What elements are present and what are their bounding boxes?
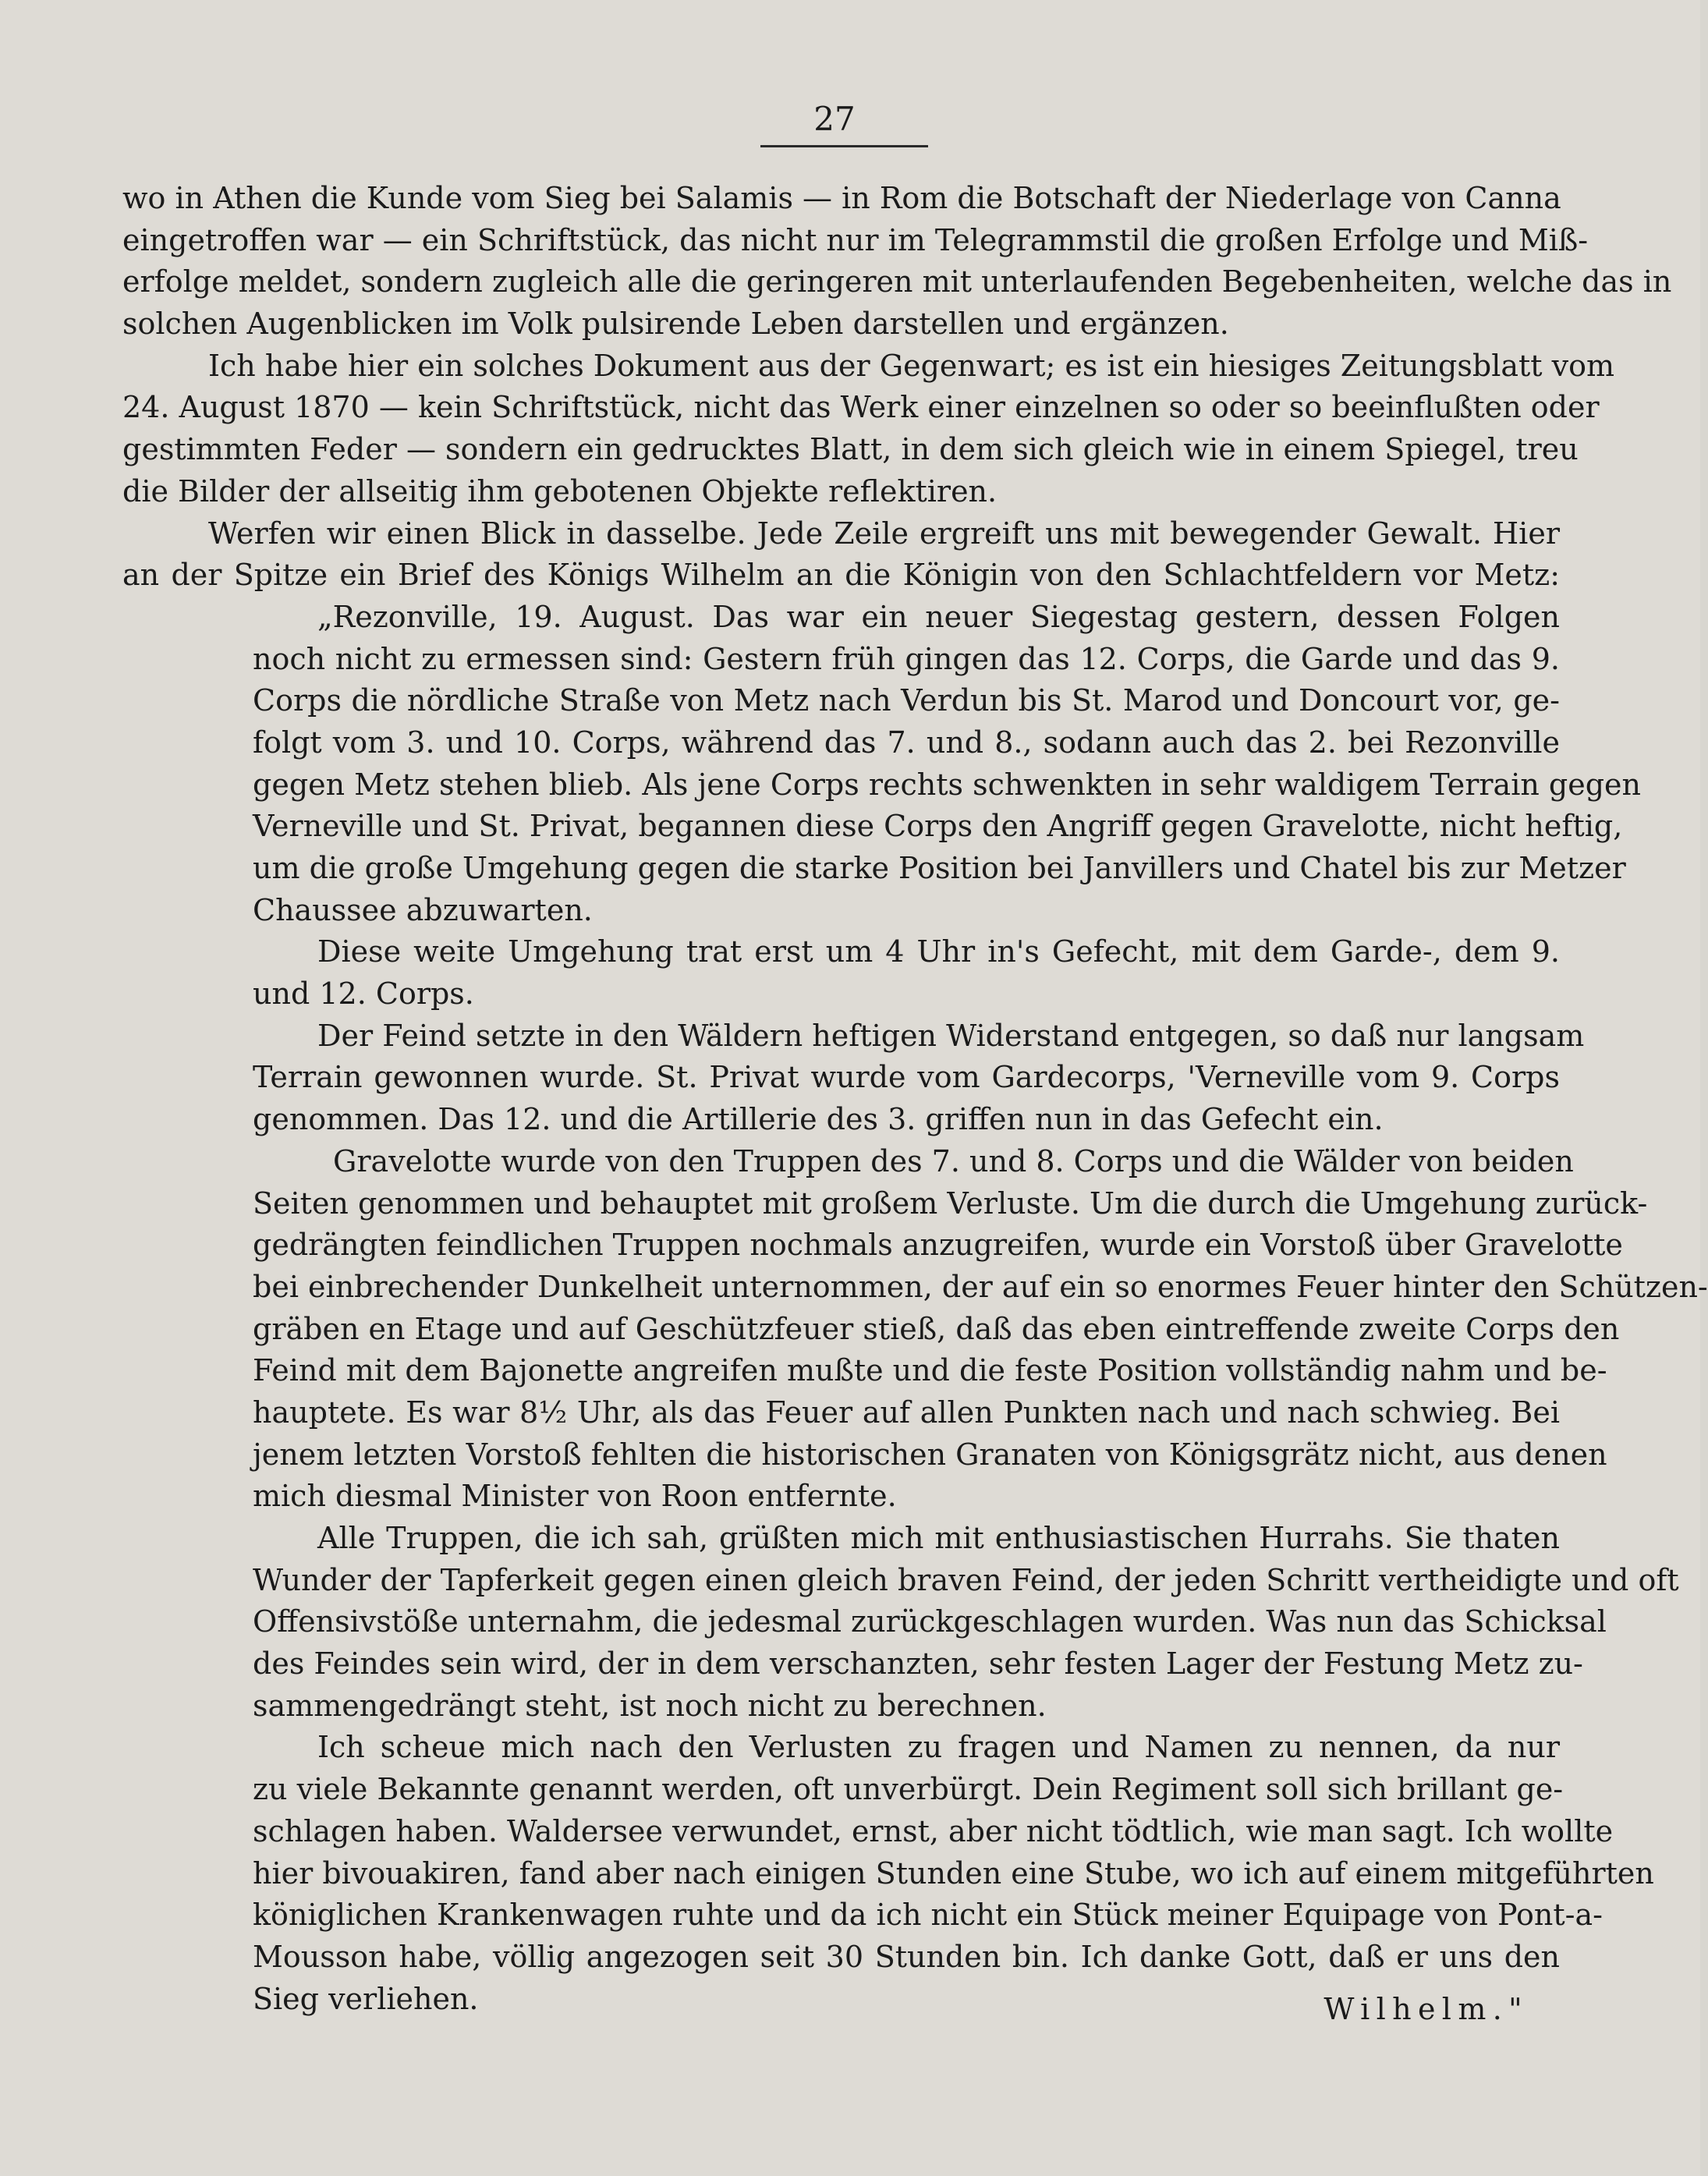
text-line: schlagen haben. Waldersee verwundet, ernst, aber nicht tödtlich, wie man sagt. Ich wollte [253,1813,1614,1848]
text-line: Mousson habe, völlig angezogen seit 30 Stunden bin. Ich danke Gott, daß er uns den [253,1939,1560,1974]
text-line: Chaussee abzuwarten. [253,892,593,927]
text-line: Verneville und St. Privat, begannen diese Corps den Angriff gegen Gravelotte, nicht heftig, [253,809,1623,844]
text-line: bei einbrechender Dunkelheit unternommen, der auf ein so enormes Feuer hinter den Schützen- [253,1269,1708,1304]
text-line: jenem letzten Vorstoß fehlten die historischen Granaten von Königsgrätz nicht, aus denen [253,1437,1607,1472]
text-line: Ich habe hier ein solches Dokument aus der Gegenwart; es ist ein hiesiges Zeitungsblatt vom [208,348,1615,383]
signature-line [122,1989,1560,2031]
text-line: „Rezonville, 19. August. Das war ein neuer Siegestag gestern, dessen Folgen [317,599,1560,634]
text-line: zu viele Bekannte genannt werden, oft unverbürgt. Dein Regiment soll sich brillant ge- [253,1772,1564,1807]
text-line: mich diesmal Minister von Roon entfernte. [253,1479,897,1514]
text-line: erfolge meldet, sondern zugleich alle die geringeren mit unterlaufenden Begebenheiten, welche das in [122,264,1672,299]
text-line: Sieg verliehen. [253,1981,479,2016]
text-line: Diese weite Umgehung trat erst um 4 Uhr in's Gefecht, mit dem Garde-, dem 9. [317,934,1560,969]
text-line: Wunder der Tapferkeit gegen einen gleich braven Feind, der jeden Schritt vertheidigte und oft [253,1562,1679,1597]
header-rule [760,145,928,147]
text-line: folgt vom 3. und 10. Corps, während das 7. und 8., sodann auch das 2. bei Rezonville [253,725,1560,760]
text-line: gestimmten Feder — sondern ein gedrucktes Blatt, in dem sich gleich wie in einem Spiegel, treu [122,432,1579,467]
text-line: genommen. Das 12. und die Artillerie des 3. griffen nun in das Gefecht ein. [253,1102,1384,1137]
text-line: noch nicht zu ermessen sind: Gestern früh gingen das 12. Corps, die Garde und das 9. [253,641,1560,676]
text-line: gräben en Etage und auf Geschützfeuer stieß, daß das eben eintreffende zweite Corps den [253,1311,1620,1346]
text-line: königlichen Krankenwagen ruhte und da ich nicht ein Stück meiner Equipage von Pont-a- [253,1898,1603,1933]
body-text [122,178,1708,2026]
text-line: sammengedrängt steht, ist noch nicht zu berechnen. [253,1688,1047,1723]
text-line: gedrängten feindlichen Truppen nochmals anzugreifen, wurde ein Vorstoß über Gravelotte [253,1228,1623,1263]
text-line: solchen Augenblicken im Volk pulsirende Leben darstellen und ergänzen. [122,307,1229,342]
text-line: eingetroffen war — ein Schriftstück, das nicht nur im Telegrammstil die großen Erfolge und Miß- [122,222,1589,257]
text-line: Feind mit dem Bajonette angreifen mußte und die feste Position vollständig nahm und be- [253,1353,1607,1388]
text-line: Gravelotte wurde von den Truppen des 7. und 8. Corps und die Wälder von beiden [333,1143,1574,1178]
text-line: Offensivstöße unternahm, die jedesmal zurückgeschlagen wurden. Was nun das Schicksal [253,1604,1607,1639]
text-line: gegen Metz stehen blieb. Als jene Corps rechts schwenkten in sehr waldigem Terrain gegen [253,767,1642,802]
text-line: 24. August 1870 — kein Schriftstück, nicht das Werk einer einzelnen so oder so beeinflußten oder [122,390,1600,425]
text-line: Der Feind setzte in den Wäldern heftigen Widerstand entgegen, so daß nur langsam [317,1018,1585,1053]
text-line: Corps die nördliche Straße von Metz nach Verdun bis St. Marod und Doncourt vor, ge- [253,683,1560,718]
text-line: die Bilder der allseitig ihm gebotenen Objekte reflektiren. [122,473,998,509]
text-line: Terrain gewonnen wurde. St. Privat wurde vom Gardecorps, 'Verneville vom 9. Corps [253,1060,1560,1095]
text-line: hauptete. Es war 8½ Uhr, als das Feuer auf allen Punkten nach und nach schwieg. Bei [253,1395,1560,1430]
text-line: und 12. Corps. [253,976,474,1012]
text-line: hier bivouakiren, fand aber nach einigen Stunden eine Stube, wo ich auf einem mitgeführten [253,1855,1654,1891]
page-number: 27 [813,100,856,138]
text-line: Seiten genommen und behauptet mit großem Verluste. Um die durch die Umgehung zurück- [253,1185,1648,1221]
text-line: Alle Truppen, die ich sah, grüßten mich mit enthusiastischen Hurrahs. Sie thaten [317,1521,1560,1555]
text-line: des Feindes sein wird, der in dem verschanzten, sehr festen Lager der Festung Metz zu- [253,1646,1583,1682]
text-line: um die große Umgehung gegen die starke Position bei Janvillers und Chatel bis zur Metzer [253,851,1626,885]
signature: Wilhelm." [1324,1992,1529,2026]
text-line: Werfen wir einen Blick in dasselbe. Jede Zeile ergreift uns mit bewegender Gewalt. Hier [208,516,1560,551]
text-line: Ich scheue mich nach den Verlusten zu fragen und Namen zu nennen, da nur [317,1730,1560,1765]
text-line: an der Spitze ein Brief des Königs Wilhelm an die Königin von den Schlachtfeldern vor Metz: [122,558,1560,593]
text-line: wo in Athen die Kunde vom Sieg bei Salamis — in Rom die Botschaft der Niederlage von Canna [122,181,1561,215]
